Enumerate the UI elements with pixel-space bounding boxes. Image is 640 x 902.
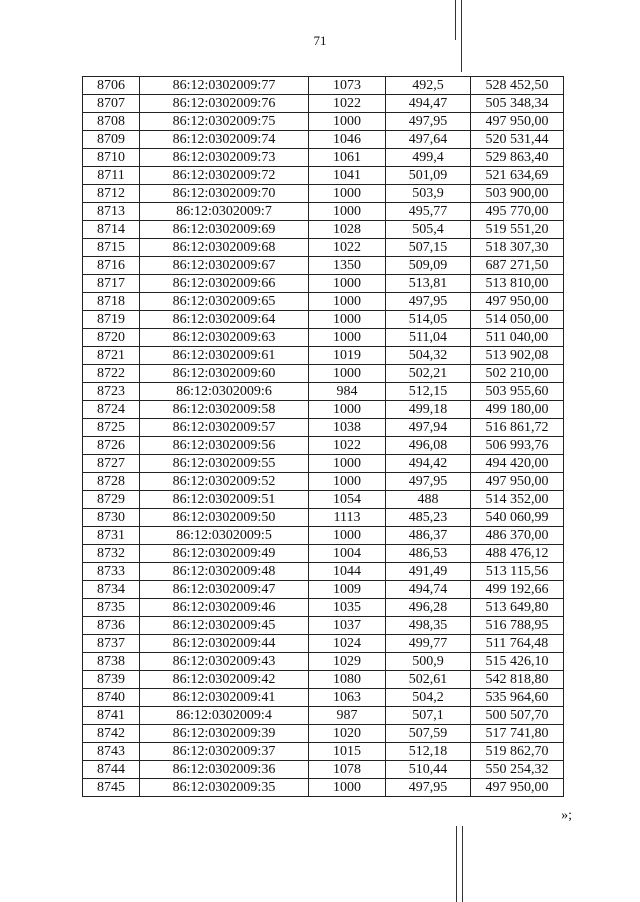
amount-cell: 488 476,12 — [471, 545, 564, 563]
rate-cell: 496,28 — [386, 599, 471, 617]
amount-cell: 540 060,99 — [471, 509, 564, 527]
page-number: 71 — [313, 33, 327, 48]
rate-cell: 497,95 — [386, 473, 471, 491]
area-cell: 1020 — [309, 725, 386, 743]
rate-cell: 497,64 — [386, 131, 471, 149]
table-row — [83, 383, 564, 401]
table-row — [83, 275, 564, 293]
area-cell: 1000 — [309, 473, 386, 491]
rate-cell: 498,35 — [386, 617, 471, 635]
table-row — [83, 365, 564, 383]
row-number-cell: 8707 — [83, 95, 140, 113]
rate-cell: 501,09 — [386, 167, 471, 185]
table-row — [83, 635, 564, 653]
row-number-cell: 8722 — [83, 365, 140, 383]
area-cell: 987 — [309, 707, 386, 725]
table-row — [83, 563, 564, 581]
row-number-cell: 8741 — [83, 707, 140, 725]
table-row — [83, 131, 564, 149]
table-row — [83, 491, 564, 509]
row-number-cell: 8735 — [83, 599, 140, 617]
area-cell: 1073 — [309, 77, 386, 95]
area-cell: 1041 — [309, 167, 386, 185]
row-number-cell: 8743 — [83, 743, 140, 761]
rate-cell: 512,18 — [386, 743, 471, 761]
amount-cell: 499 180,00 — [471, 401, 564, 419]
cadastral-number-cell: 86:12:0302009:42 — [140, 671, 309, 689]
cadastral-number-cell: 86:12:0302009:47 — [140, 581, 309, 599]
amount-cell: 542 818,80 — [471, 671, 564, 689]
cadastral-number-cell: 86:12:0302009:35 — [140, 779, 309, 797]
rate-cell: 499,77 — [386, 635, 471, 653]
rate-cell: 507,1 — [386, 707, 471, 725]
area-cell: 1054 — [309, 491, 386, 509]
row-number-cell: 8723 — [83, 383, 140, 401]
amount-cell: 499 192,66 — [471, 581, 564, 599]
table-row — [83, 257, 564, 275]
rate-cell: 504,2 — [386, 689, 471, 707]
row-number-cell: 8744 — [83, 761, 140, 779]
table-row — [83, 527, 564, 545]
rate-cell: 499,4 — [386, 149, 471, 167]
row-number-cell: 8733 — [83, 563, 140, 581]
rate-cell: 488 — [386, 491, 471, 509]
row-number-cell: 8717 — [83, 275, 140, 293]
row-number-cell: 8711 — [83, 167, 140, 185]
rate-cell: 502,61 — [386, 671, 471, 689]
amount-cell: 497 950,00 — [471, 113, 564, 131]
area-cell: 1000 — [309, 185, 386, 203]
cadastral-number-cell: 86:12:0302009:77 — [140, 77, 309, 95]
cadastral-number-cell: 86:12:0302009:64 — [140, 311, 309, 329]
cadastral-number-cell: 86:12:0302009:69 — [140, 221, 309, 239]
area-cell: 1022 — [309, 95, 386, 113]
rate-cell: 512,15 — [386, 383, 471, 401]
area-cell: 1044 — [309, 563, 386, 581]
row-number-cell: 8710 — [83, 149, 140, 167]
cadastral-number-cell: 86:12:0302009:49 — [140, 545, 309, 563]
area-cell: 1022 — [309, 239, 386, 257]
amount-cell: 494 420,00 — [471, 455, 564, 473]
row-number-cell: 8706 — [83, 77, 140, 95]
row-number-cell: 8725 — [83, 419, 140, 437]
area-cell: 1015 — [309, 743, 386, 761]
area-cell: 1009 — [309, 581, 386, 599]
rate-cell: 494,47 — [386, 95, 471, 113]
rate-cell: 513,81 — [386, 275, 471, 293]
area-cell: 1000 — [309, 203, 386, 221]
cadastral-number-cell: 86:12:0302009:55 — [140, 455, 309, 473]
area-cell: 984 — [309, 383, 386, 401]
area-cell: 1037 — [309, 617, 386, 635]
cadastral-number-cell: 86:12:0302009:65 — [140, 293, 309, 311]
table-row — [83, 743, 564, 761]
cadastral-number-cell: 86:12:0302009:36 — [140, 761, 309, 779]
rate-cell: 507,15 — [386, 239, 471, 257]
row-number-cell: 8742 — [83, 725, 140, 743]
rate-cell: 497,95 — [386, 113, 471, 131]
area-cell: 1000 — [309, 311, 386, 329]
table-row — [83, 725, 564, 743]
cadastral-number-cell: 86:12:0302009:63 — [140, 329, 309, 347]
area-cell: 1063 — [309, 689, 386, 707]
table-row — [83, 347, 564, 365]
amount-cell: 687 271,50 — [471, 257, 564, 275]
table-row — [83, 311, 564, 329]
table-row — [83, 707, 564, 725]
rate-cell: 485,23 — [386, 509, 471, 527]
table-row — [83, 77, 564, 95]
cadastral-number-cell: 86:12:0302009:41 — [140, 689, 309, 707]
cadastral-number-cell: 86:12:0302009:6 — [140, 383, 309, 401]
area-cell: 1000 — [309, 779, 386, 797]
scan-margin-line-bottom-right — [462, 826, 463, 902]
area-cell: 1061 — [309, 149, 386, 167]
amount-cell: 503 955,60 — [471, 383, 564, 401]
rate-cell: 497,95 — [386, 779, 471, 797]
rate-cell: 502,21 — [386, 365, 471, 383]
amount-cell: 503 900,00 — [471, 185, 564, 203]
table-row — [83, 653, 564, 671]
area-cell: 1000 — [309, 329, 386, 347]
table-row — [83, 167, 564, 185]
area-cell: 1000 — [309, 527, 386, 545]
rate-cell: 505,4 — [386, 221, 471, 239]
row-number-cell: 8727 — [83, 455, 140, 473]
rate-cell: 495,77 — [386, 203, 471, 221]
amount-cell: 495 770,00 — [471, 203, 564, 221]
table-row — [83, 455, 564, 473]
amount-cell: 500 507,70 — [471, 707, 564, 725]
amount-cell: 515 426,10 — [471, 653, 564, 671]
row-number-cell: 8721 — [83, 347, 140, 365]
amount-cell: 529 863,40 — [471, 149, 564, 167]
parcel-table-body — [83, 77, 564, 797]
rate-cell: 496,08 — [386, 437, 471, 455]
row-number-cell: 8724 — [83, 401, 140, 419]
cadastral-number-cell: 86:12:0302009:51 — [140, 491, 309, 509]
row-number-cell: 8719 — [83, 311, 140, 329]
closing-quote-mark: »; — [561, 808, 572, 823]
rate-cell: 497,95 — [386, 293, 471, 311]
row-number-cell: 8739 — [83, 671, 140, 689]
row-number-cell: 8713 — [83, 203, 140, 221]
cadastral-number-cell: 86:12:0302009:67 — [140, 257, 309, 275]
amount-cell: 513 902,08 — [471, 347, 564, 365]
amount-cell: 521 634,69 — [471, 167, 564, 185]
amount-cell: 517 741,80 — [471, 725, 564, 743]
table-row — [83, 185, 564, 203]
table-row — [83, 509, 564, 527]
rate-cell: 511,04 — [386, 329, 471, 347]
row-number-cell: 8708 — [83, 113, 140, 131]
area-cell: 1350 — [309, 257, 386, 275]
table-row — [83, 95, 564, 113]
table-row — [83, 203, 564, 221]
row-number-cell: 8720 — [83, 329, 140, 347]
amount-cell: 497 950,00 — [471, 293, 564, 311]
row-number-cell: 8745 — [83, 779, 140, 797]
amount-cell: 550 254,32 — [471, 761, 564, 779]
row-number-cell: 8718 — [83, 293, 140, 311]
table-row — [83, 113, 564, 131]
rate-cell: 510,44 — [386, 761, 471, 779]
area-cell: 1113 — [309, 509, 386, 527]
area-cell: 1004 — [309, 545, 386, 563]
cadastral-number-cell: 86:12:0302009:45 — [140, 617, 309, 635]
row-number-cell: 8738 — [83, 653, 140, 671]
cadastral-number-cell: 86:12:0302009:72 — [140, 167, 309, 185]
rate-cell: 491,49 — [386, 563, 471, 581]
area-cell: 1000 — [309, 455, 386, 473]
area-cell: 1038 — [309, 419, 386, 437]
amount-cell: 520 531,44 — [471, 131, 564, 149]
table-row — [83, 419, 564, 437]
cadastral-number-cell: 86:12:0302009:68 — [140, 239, 309, 257]
cadastral-number-cell: 86:12:0302009:73 — [140, 149, 309, 167]
row-number-cell: 8709 — [83, 131, 140, 149]
row-number-cell: 8736 — [83, 617, 140, 635]
table-row — [83, 581, 564, 599]
area-cell: 1029 — [309, 653, 386, 671]
amount-cell: 519 551,20 — [471, 221, 564, 239]
amount-cell: 497 950,00 — [471, 779, 564, 797]
area-cell: 1024 — [309, 635, 386, 653]
amount-cell: 511 764,48 — [471, 635, 564, 653]
row-number-cell: 8728 — [83, 473, 140, 491]
cadastral-number-cell: 86:12:0302009:37 — [140, 743, 309, 761]
rate-cell: 499,18 — [386, 401, 471, 419]
rate-cell: 494,74 — [386, 581, 471, 599]
amount-cell: 513 649,80 — [471, 599, 564, 617]
cadastral-number-cell: 86:12:0302009:39 — [140, 725, 309, 743]
cadastral-number-cell: 86:12:0302009:7 — [140, 203, 309, 221]
amount-cell: 486 370,00 — [471, 527, 564, 545]
area-cell: 1035 — [309, 599, 386, 617]
cadastral-number-cell: 86:12:0302009:60 — [140, 365, 309, 383]
area-cell: 1019 — [309, 347, 386, 365]
cadastral-number-cell: 86:12:0302009:44 — [140, 635, 309, 653]
table-row — [83, 617, 564, 635]
cadastral-number-cell: 86:12:0302009:43 — [140, 653, 309, 671]
cadastral-number-cell: 86:12:0302009:56 — [140, 437, 309, 455]
rate-cell: 494,42 — [386, 455, 471, 473]
cadastral-number-cell: 86:12:0302009:48 — [140, 563, 309, 581]
area-cell: 1000 — [309, 365, 386, 383]
row-number-cell: 8734 — [83, 581, 140, 599]
row-number-cell: 8714 — [83, 221, 140, 239]
amount-cell: 513 810,00 — [471, 275, 564, 293]
table-row — [83, 779, 564, 797]
rate-cell: 486,53 — [386, 545, 471, 563]
rate-cell: 486,37 — [386, 527, 471, 545]
rate-cell: 514,05 — [386, 311, 471, 329]
cadastral-number-cell: 86:12:0302009:50 — [140, 509, 309, 527]
row-number-cell: 8715 — [83, 239, 140, 257]
table-row — [83, 671, 564, 689]
area-cell: 1000 — [309, 275, 386, 293]
amount-cell: 516 788,95 — [471, 617, 564, 635]
area-cell: 1000 — [309, 293, 386, 311]
table-row — [83, 599, 564, 617]
table-row — [83, 293, 564, 311]
table-row — [83, 401, 564, 419]
cadastral-number-cell: 86:12:0302009:4 — [140, 707, 309, 725]
rate-cell: 492,5 — [386, 77, 471, 95]
amount-cell: 505 348,34 — [471, 95, 564, 113]
table-row — [83, 473, 564, 491]
row-number-cell: 8726 — [83, 437, 140, 455]
area-cell: 1078 — [309, 761, 386, 779]
rate-cell: 497,94 — [386, 419, 471, 437]
cadastral-number-cell: 86:12:0302009:70 — [140, 185, 309, 203]
table-row — [83, 221, 564, 239]
amount-cell: 518 307,30 — [471, 239, 564, 257]
table-row — [83, 761, 564, 779]
amount-cell: 528 452,50 — [471, 77, 564, 95]
row-number-cell: 8737 — [83, 635, 140, 653]
rate-cell: 507,59 — [386, 725, 471, 743]
amount-cell: 511 040,00 — [471, 329, 564, 347]
row-number-cell: 8712 — [83, 185, 140, 203]
amount-cell: 497 950,00 — [471, 473, 564, 491]
area-cell: 1022 — [309, 437, 386, 455]
amount-cell: 514 352,00 — [471, 491, 564, 509]
cadastral-number-cell: 86:12:0302009:74 — [140, 131, 309, 149]
cadastral-number-cell: 86:12:0302009:61 — [140, 347, 309, 365]
table-row — [83, 329, 564, 347]
table-row — [83, 239, 564, 257]
cadastral-number-cell: 86:12:0302009:5 — [140, 527, 309, 545]
area-cell: 1000 — [309, 113, 386, 131]
scan-margin-line-bottom-left — [456, 826, 457, 902]
row-number-cell: 8729 — [83, 491, 140, 509]
amount-cell: 535 964,60 — [471, 689, 564, 707]
cadastral-number-cell: 86:12:0302009:75 — [140, 113, 309, 131]
rate-cell: 504,32 — [386, 347, 471, 365]
table-row — [83, 689, 564, 707]
cadastral-number-cell: 86:12:0302009:76 — [140, 95, 309, 113]
cadastral-number-cell: 86:12:0302009:46 — [140, 599, 309, 617]
parcel-table — [82, 76, 564, 797]
rate-cell: 503,9 — [386, 185, 471, 203]
amount-cell: 514 050,00 — [471, 311, 564, 329]
cadastral-number-cell: 86:12:0302009:66 — [140, 275, 309, 293]
row-number-cell: 8716 — [83, 257, 140, 275]
amount-cell: 516 861,72 — [471, 419, 564, 437]
row-number-cell: 8740 — [83, 689, 140, 707]
rate-cell: 500,9 — [386, 653, 471, 671]
amount-cell: 502 210,00 — [471, 365, 564, 383]
area-cell: 1000 — [309, 401, 386, 419]
row-number-cell: 8731 — [83, 527, 140, 545]
rate-cell: 509,09 — [386, 257, 471, 275]
table-row — [83, 545, 564, 563]
table-row — [83, 149, 564, 167]
amount-cell: 519 862,70 — [471, 743, 564, 761]
row-number-cell: 8732 — [83, 545, 140, 563]
area-cell: 1080 — [309, 671, 386, 689]
area-cell: 1046 — [309, 131, 386, 149]
row-number-cell: 8730 — [83, 509, 140, 527]
table-row — [83, 437, 564, 455]
area-cell: 1028 — [309, 221, 386, 239]
amount-cell: 506 993,76 — [471, 437, 564, 455]
amount-cell: 513 115,56 — [471, 563, 564, 581]
cadastral-number-cell: 86:12:0302009:57 — [140, 419, 309, 437]
cadastral-number-cell: 86:12:0302009:58 — [140, 401, 309, 419]
cadastral-number-cell: 86:12:0302009:52 — [140, 473, 309, 491]
